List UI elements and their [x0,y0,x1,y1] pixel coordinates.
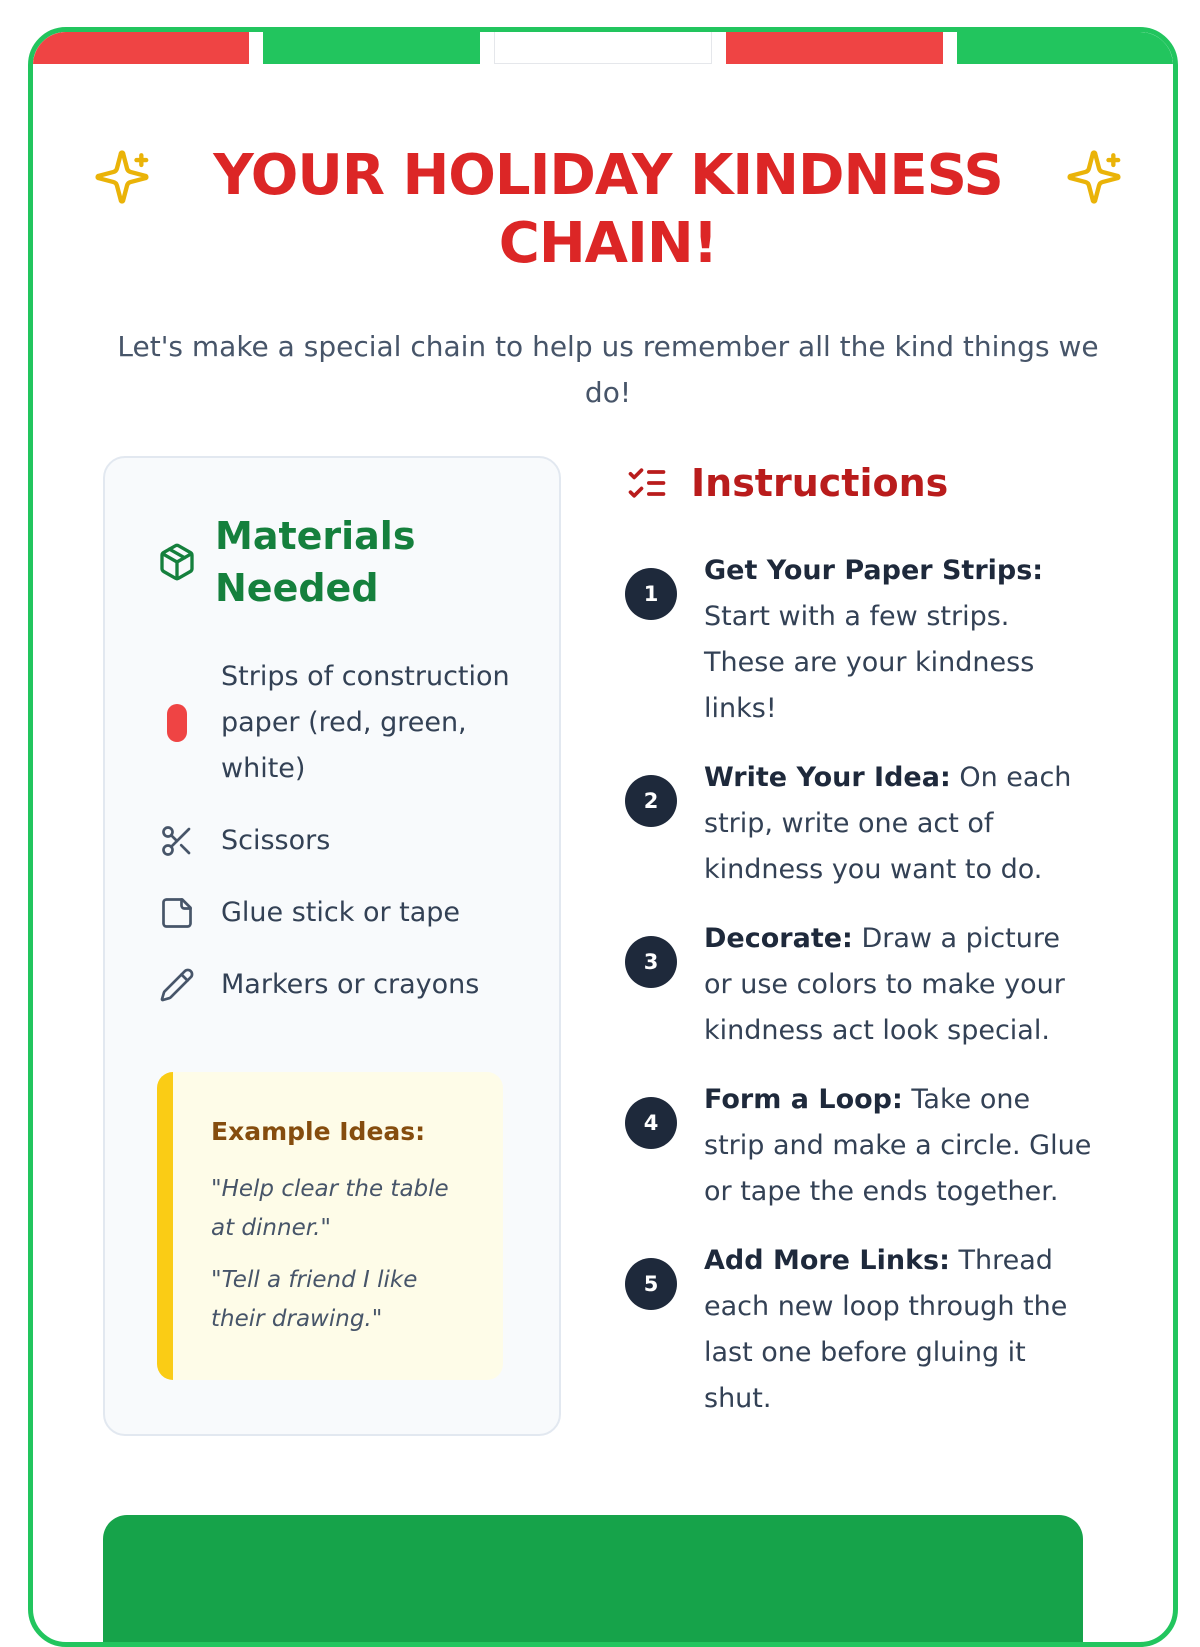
material-label: Markers or crayons [221,969,480,1000]
list-item [157,890,537,936]
step-text [704,1077,1094,1215]
list-checks-icon [625,461,669,505]
step-description: On each strip, write one act of kindness you want to do. [704,762,1072,885]
sparkle-icon [1065,148,1123,206]
example-idea: "Tell a friend I like their drawing." [211,1267,418,1332]
step-title: Form a Loop: [704,1084,903,1115]
step-number-badge: 3 [625,936,677,988]
step-text [704,916,1094,1054]
step-description: Start with a few strips. These are your kindness links! [704,601,1035,724]
stripe-red [726,32,942,64]
list-item [157,962,537,1008]
step-number-badge: 2 [625,775,677,827]
stripe-white [494,32,712,64]
example-ideas-title: Example Ideas: [211,1117,426,1146]
paper-strip-icon [157,703,197,743]
step-number-badge: 1 [625,568,677,620]
instruction-step [625,1238,1095,1422]
list-item [157,818,537,864]
kindness-chain-card [28,27,1178,1647]
step-number-badge: 4 [625,1097,677,1149]
list-item [157,654,537,792]
instruction-step [625,548,1095,732]
stripe-green [957,32,1173,64]
step-title: Get Your Paper Strips: [704,555,1044,586]
materials-panel [103,456,561,1436]
materials-list [157,654,537,1034]
stripe-green [263,32,479,64]
step-description: Take one strip and make a circle. Glue or tape the ends together. [704,1084,1092,1207]
material-label: Glue stick or tape [221,897,461,928]
instructions-title: Instructions [691,461,949,505]
package-icon [157,542,197,582]
step-text [704,548,1094,732]
step-number-badge: 5 [625,1258,677,1310]
materials-header [157,510,445,614]
step-title: Add More Links: [704,1245,950,1276]
green-footer-banner [103,1515,1083,1647]
materials-title: Materials Needed [215,514,416,610]
material-label: Scissors [221,825,331,856]
page-title: YOUR HOLIDAY KINDNESS CHAIN! [213,143,1003,276]
instruction-step [625,916,1095,1054]
pencil-icon [157,965,197,1005]
scissors-icon [157,821,197,861]
step-text [704,1238,1094,1422]
stripe-red [33,32,249,64]
instructions-header [625,458,1095,508]
instructions-panel [625,458,1095,1445]
example-ideas-box [157,1072,503,1380]
instruction-step [625,1077,1095,1215]
step-text [704,755,1094,893]
sparkle-icon [93,148,151,206]
example-idea: "Help clear the table at dinner." [211,1176,449,1241]
step-description: Draw a picture or use colors to make your kindness act look special. [704,923,1065,1046]
decorative-stripes [33,32,1173,64]
instruction-step [625,755,1095,893]
sticky-note-icon [157,893,197,933]
title-row [93,142,1123,278]
step-title: Decorate: [704,923,853,954]
step-description: Thread each new loop through the last one before gluing it shut. [704,1245,1068,1414]
material-label: Strips of construction paper (red, green, white) [221,661,510,784]
page-subtitle: Let's make a special chain to help us remember all the kind things we do! [117,330,1099,409]
step-title: Write Your Idea: [704,762,951,793]
